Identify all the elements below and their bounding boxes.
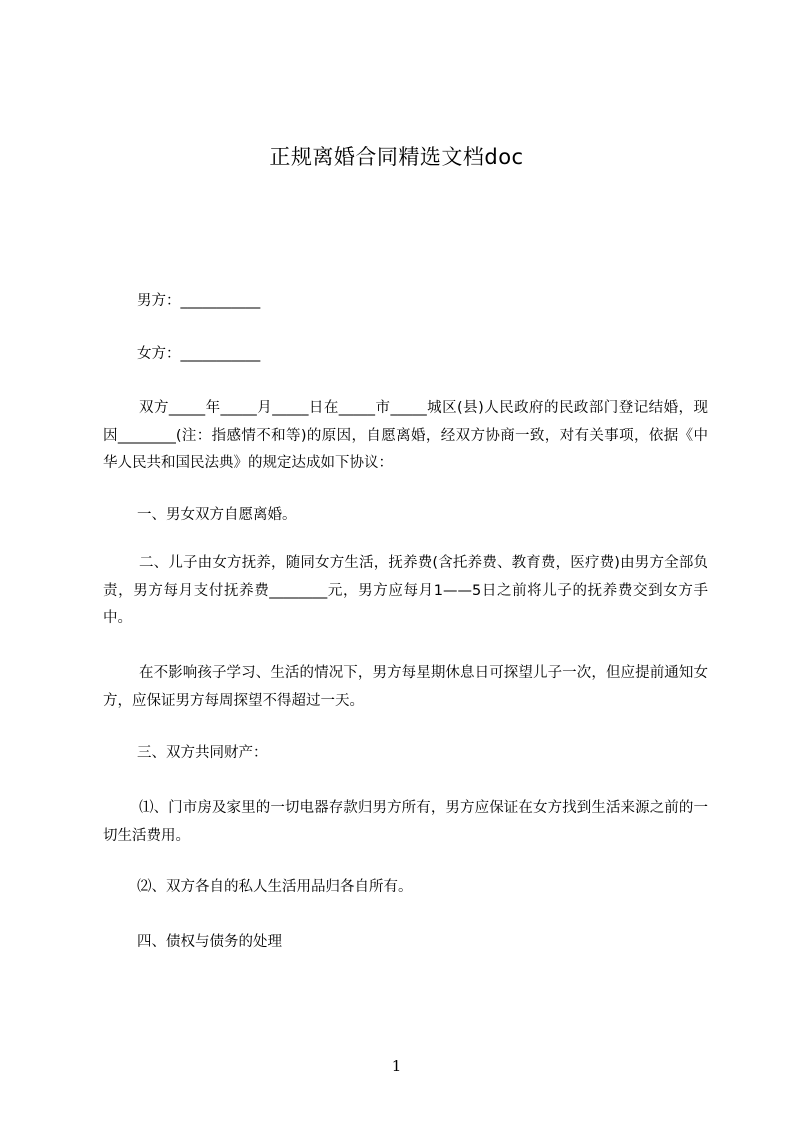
visitation-paragraph: 在不影响孩子学习、生活的情况下，男方每星期休息日可探望儿子一次，但应提前通知女方，应保证男方每周探望不得超过一天。 bbox=[103, 665, 708, 709]
clause-3-item-1: ⑴、门市房及家里的一切电器存款归男方所有，男方应保证在女方找到生活来源之前的一切生活费用。 bbox=[103, 800, 708, 844]
intro-paragraph: 双方_____年_____月_____日在_____市_____城区(县)人民政府的民政部门登记结婚，现因________(注：指感情不和等)的原因，自愿离婚，经双方协商一致，对有关事项，依据《中华人民共和国民法典》的规定达成如下协议： bbox=[103, 400, 708, 471]
clause-1-heading: 一、男女双方自愿离婚。 bbox=[137, 507, 297, 523]
clause-2-paragraph: 二、儿子由女方抚养，随同女方生活，抚养费(含托养费、教育费，医疗费)由男方全部负责，男方每月支付抚养费________元，男方应每月1——5日之前将儿子的抚养费交到女方手中。 bbox=[103, 555, 708, 626]
male-party-line: 男方：___________ bbox=[137, 293, 261, 309]
clause-3-item-2: ⑵、双方各自的私人生活用品归各自所有。 bbox=[137, 879, 413, 895]
document-title: 正规离婚合同精选文档doc bbox=[269, 145, 524, 169]
clause-4-heading: 四、债权与债务的处理 bbox=[137, 934, 282, 950]
female-party-line: 女方：___________ bbox=[137, 346, 261, 362]
clause-3-heading: 三、双方共同财产： bbox=[137, 745, 268, 761]
page-number: 1 bbox=[391, 1057, 402, 1075]
